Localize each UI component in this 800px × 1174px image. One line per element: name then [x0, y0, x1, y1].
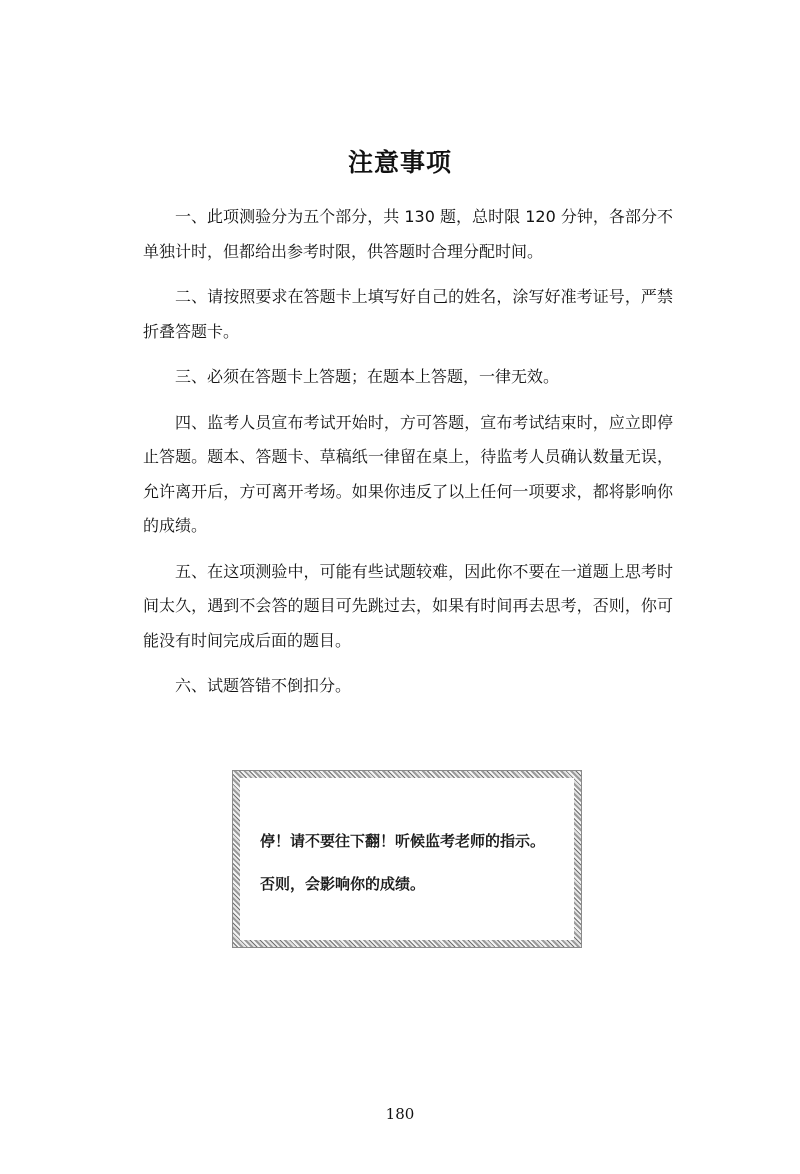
- page-number: 180: [385, 1105, 415, 1123]
- instruction-paragraph-3: 三、必须在答题卡上答题；在题本上答题，一律无效。: [175, 367, 560, 386]
- stop-notice-text: [260, 830, 545, 894]
- stop-notice-line-1: 停！请不要往下翻！听候监考老师的指示。: [260, 832, 546, 850]
- instruction-paragraph-5: 五、在这项测验中，可能有些试题较难，因此你不要在一道题上思考时间太久，遇到不会答的题目可先跳过去，如果有时间再去思考，否则，你可能没有时间完成后面的题目。: [143, 561, 673, 650]
- instruction-paragraph-2: 二、请按照要求在答题卡上填写好自己的姓名，涂写好准考证号，严禁折叠答题卡。: [143, 287, 673, 341]
- instruction-paragraph-6: 六、试题答错不倒扣分。: [175, 676, 352, 695]
- instruction-paragraph-1: 一、此项测验分为五个部分，共 130 题，总时限 120 分钟，各部分不单独计时，但都给出参考时限，供答题时合理分配时间。: [143, 207, 673, 261]
- instruction-paragraph-4: 四、监考人员宣布考试开始时，方可答题，宣布考试结束时，应立即停止答题。题本、答题卡、草稿纸一律留在桌上，待监考人员确认数量无误，允许离开后，方可离开考场。如果你违反了以上任何一项要求，都将影响你的成绩。: [143, 412, 673, 535]
- stop-notice-line-2: 否则，会影响你的成绩。: [260, 875, 426, 893]
- instructions-body: [143, 200, 673, 715]
- stop-notice-box: [232, 770, 582, 948]
- page-title: 注意事项: [347, 148, 452, 177]
